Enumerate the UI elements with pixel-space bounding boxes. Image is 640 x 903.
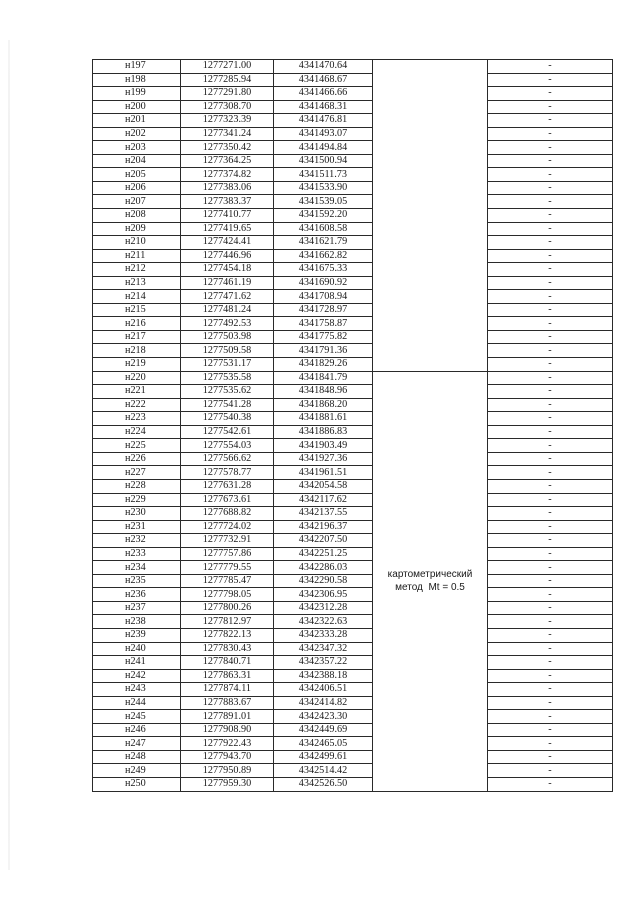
error-cell: -	[488, 750, 613, 764]
x-coordinate-cell: 1277779.55	[181, 561, 274, 575]
point-name-cell: н221	[93, 385, 181, 399]
point-name-cell: н199	[93, 87, 181, 101]
y-coordinate-cell: 4341662.82	[274, 249, 373, 263]
point-name-cell: н204	[93, 154, 181, 168]
error-cell: -	[488, 100, 613, 114]
error-cell: -	[488, 195, 613, 209]
point-name-cell: н227	[93, 466, 181, 480]
x-coordinate-cell: 1277454.18	[181, 263, 274, 277]
point-name-cell: н233	[93, 547, 181, 561]
point-name-cell: н234	[93, 561, 181, 575]
y-coordinate-cell: 4341468.67	[274, 73, 373, 87]
table-row	[93, 425, 613, 439]
point-name-cell: н218	[93, 344, 181, 358]
table-row	[93, 222, 613, 236]
x-coordinate-cell: 1277461.19	[181, 276, 274, 290]
x-coordinate-cell: 1277631.28	[181, 479, 274, 493]
y-coordinate-cell: 4341690.92	[274, 276, 373, 290]
point-name-cell: н232	[93, 534, 181, 548]
point-name-cell: н213	[93, 276, 181, 290]
error-cell: -	[488, 87, 613, 101]
y-coordinate-cell: 4341881.61	[274, 412, 373, 426]
y-coordinate-cell: 4341500.94	[274, 154, 373, 168]
point-name-cell: н244	[93, 696, 181, 710]
table-row	[93, 181, 613, 195]
x-coordinate-cell: 1277688.82	[181, 507, 274, 521]
point-name-cell: н200	[93, 100, 181, 114]
table-row	[93, 168, 613, 182]
error-cell: -	[488, 412, 613, 426]
table-row	[93, 737, 613, 751]
x-coordinate-cell: 1277922.43	[181, 737, 274, 751]
table-row	[93, 547, 613, 561]
table-row	[93, 371, 613, 385]
y-coordinate-cell: 4341533.90	[274, 181, 373, 195]
table-row	[93, 412, 613, 426]
x-coordinate-cell: 1277798.05	[181, 588, 274, 602]
x-coordinate-cell: 1277542.61	[181, 425, 274, 439]
y-coordinate-cell: 4341608.58	[274, 222, 373, 236]
point-name-cell: н216	[93, 317, 181, 331]
table-row	[93, 87, 613, 101]
y-coordinate-cell: 4342207.50	[274, 534, 373, 548]
x-coordinate-cell: 1277503.98	[181, 330, 274, 344]
y-coordinate-cell: 4341841.79	[274, 371, 373, 385]
x-coordinate-cell: 1277350.42	[181, 141, 274, 155]
point-name-cell: н205	[93, 168, 181, 182]
point-name-cell: н222	[93, 398, 181, 412]
table-row	[93, 330, 613, 344]
point-name-cell: н211	[93, 249, 181, 263]
table-row	[93, 601, 613, 615]
y-coordinate-cell: 4341848.96	[274, 385, 373, 399]
y-coordinate-cell: 4342333.28	[274, 628, 373, 642]
point-name-cell: н226	[93, 452, 181, 466]
x-coordinate-cell: 1277863.31	[181, 669, 274, 683]
y-coordinate-cell: 4341708.94	[274, 290, 373, 304]
method-cell	[373, 371, 488, 791]
table-row	[93, 493, 613, 507]
x-coordinate-cell: 1277446.96	[181, 249, 274, 263]
point-name-cell: н235	[93, 574, 181, 588]
error-cell: -	[488, 249, 613, 263]
x-coordinate-cell: 1277410.77	[181, 209, 274, 223]
x-coordinate-cell: 1277757.86	[181, 547, 274, 561]
table-row	[93, 750, 613, 764]
error-cell: -	[488, 764, 613, 778]
y-coordinate-cell: 4341961.51	[274, 466, 373, 480]
y-coordinate-cell: 4341758.87	[274, 317, 373, 331]
error-cell: -	[488, 737, 613, 751]
point-name-cell: н237	[93, 601, 181, 615]
y-coordinate-cell: 4342286.03	[274, 561, 373, 575]
y-coordinate-cell: 4342290.58	[274, 574, 373, 588]
y-coordinate-cell: 4342357.22	[274, 656, 373, 670]
x-coordinate-cell: 1277481.24	[181, 303, 274, 317]
x-coordinate-cell: 1277291.80	[181, 87, 274, 101]
point-name-cell: н249	[93, 764, 181, 778]
error-cell: -	[488, 398, 613, 412]
table-row	[93, 398, 613, 412]
point-name-cell: н220	[93, 371, 181, 385]
point-name-cell: н236	[93, 588, 181, 602]
x-coordinate-cell: 1277341.24	[181, 127, 274, 141]
error-cell: -	[488, 385, 613, 399]
point-name-cell: н212	[93, 263, 181, 277]
table-row	[93, 344, 613, 358]
scan-edge-shadow	[8, 40, 10, 870]
error-cell: -	[488, 520, 613, 534]
error-cell: -	[488, 683, 613, 697]
y-coordinate-cell: 4341927.36	[274, 452, 373, 466]
error-cell: -	[488, 276, 613, 290]
point-name-cell: н224	[93, 425, 181, 439]
point-name-cell: н214	[93, 290, 181, 304]
y-coordinate-cell: 4341493.07	[274, 127, 373, 141]
y-coordinate-cell: 4342251.25	[274, 547, 373, 561]
point-name-cell: н240	[93, 642, 181, 656]
x-coordinate-cell: 1277908.90	[181, 723, 274, 737]
table-row	[93, 100, 613, 114]
y-coordinate-cell: 4342526.50	[274, 777, 373, 791]
table-row	[93, 195, 613, 209]
error-cell: -	[488, 425, 613, 439]
table-row	[93, 290, 613, 304]
table-row	[93, 669, 613, 683]
y-coordinate-cell: 4342423.30	[274, 710, 373, 724]
error-cell: -	[488, 358, 613, 372]
error-cell: -	[488, 628, 613, 642]
x-coordinate-cell: 1277271.00	[181, 60, 274, 74]
y-coordinate-cell: 4342449.69	[274, 723, 373, 737]
x-coordinate-cell: 1277509.58	[181, 344, 274, 358]
table-row	[93, 561, 613, 575]
error-cell: -	[488, 222, 613, 236]
x-coordinate-cell: 1277308.70	[181, 100, 274, 114]
x-coordinate-cell: 1277364.25	[181, 154, 274, 168]
x-coordinate-cell: 1277554.03	[181, 439, 274, 453]
table-row	[93, 777, 613, 791]
y-coordinate-cell: 4342414.82	[274, 696, 373, 710]
y-coordinate-cell: 4342499.61	[274, 750, 373, 764]
error-cell: -	[488, 493, 613, 507]
point-name-cell: н209	[93, 222, 181, 236]
x-coordinate-cell: 1277578.77	[181, 466, 274, 480]
error-cell: -	[488, 114, 613, 128]
table-row	[93, 520, 613, 534]
y-coordinate-cell: 4341592.20	[274, 209, 373, 223]
table-row	[93, 588, 613, 602]
x-coordinate-cell: 1277785.47	[181, 574, 274, 588]
point-name-cell: н229	[93, 493, 181, 507]
y-coordinate-cell: 4341675.33	[274, 263, 373, 277]
error-cell: -	[488, 344, 613, 358]
y-coordinate-cell: 4341775.82	[274, 330, 373, 344]
y-coordinate-cell: 4341886.83	[274, 425, 373, 439]
coordinates-table-body	[93, 60, 613, 792]
x-coordinate-cell: 1277383.37	[181, 195, 274, 209]
error-cell: -	[488, 263, 613, 277]
error-cell: -	[488, 710, 613, 724]
error-cell: -	[488, 777, 613, 791]
point-name-cell: н245	[93, 710, 181, 724]
table-row	[93, 276, 613, 290]
error-cell: -	[488, 615, 613, 629]
error-cell: -	[488, 588, 613, 602]
table-row	[93, 60, 613, 74]
x-coordinate-cell: 1277535.58	[181, 371, 274, 385]
point-name-cell: н206	[93, 181, 181, 195]
x-coordinate-cell: 1277540.38	[181, 412, 274, 426]
table-row	[93, 154, 613, 168]
point-name-cell: н230	[93, 507, 181, 521]
table-row	[93, 209, 613, 223]
point-name-cell: н219	[93, 358, 181, 372]
table-row	[93, 615, 613, 629]
error-cell: -	[488, 209, 613, 223]
table-row	[93, 358, 613, 372]
x-coordinate-cell: 1277492.53	[181, 317, 274, 331]
point-name-cell: н201	[93, 114, 181, 128]
x-coordinate-cell: 1277732.91	[181, 534, 274, 548]
point-name-cell: н246	[93, 723, 181, 737]
x-coordinate-cell: 1277891.01	[181, 710, 274, 724]
y-coordinate-cell: 4341476.81	[274, 114, 373, 128]
y-coordinate-cell: 4341829.26	[274, 358, 373, 372]
point-name-cell: н208	[93, 209, 181, 223]
error-cell: -	[488, 534, 613, 548]
point-name-cell: н210	[93, 236, 181, 250]
point-name-cell: н223	[93, 412, 181, 426]
x-coordinate-cell: 1277383.06	[181, 181, 274, 195]
x-coordinate-cell: 1277840.71	[181, 656, 274, 670]
y-coordinate-cell: 4342406.51	[274, 683, 373, 697]
table-row	[93, 696, 613, 710]
point-name-cell: н207	[93, 195, 181, 209]
y-coordinate-cell: 4342388.18	[274, 669, 373, 683]
point-name-cell: н198	[93, 73, 181, 87]
error-cell: -	[488, 317, 613, 331]
x-coordinate-cell: 1277812.97	[181, 615, 274, 629]
error-cell: -	[488, 507, 613, 521]
y-coordinate-cell: 4342514.42	[274, 764, 373, 778]
table-row	[93, 249, 613, 263]
error-cell: -	[488, 669, 613, 683]
table-row	[93, 642, 613, 656]
point-name-cell: н231	[93, 520, 181, 534]
y-coordinate-cell: 4342322.63	[274, 615, 373, 629]
error-cell: -	[488, 439, 613, 453]
y-coordinate-cell: 4341728.97	[274, 303, 373, 317]
error-cell: -	[488, 561, 613, 575]
x-coordinate-cell: 1277285.94	[181, 73, 274, 87]
point-name-cell: н202	[93, 127, 181, 141]
y-coordinate-cell: 4341621.79	[274, 236, 373, 250]
x-coordinate-cell: 1277883.67	[181, 696, 274, 710]
point-name-cell: н239	[93, 628, 181, 642]
x-coordinate-cell: 1277471.62	[181, 290, 274, 304]
error-cell: -	[488, 303, 613, 317]
table-row	[93, 710, 613, 724]
x-coordinate-cell: 1277531.17	[181, 358, 274, 372]
table-row	[93, 385, 613, 399]
x-coordinate-cell: 1277424.41	[181, 236, 274, 250]
table-row	[93, 303, 613, 317]
y-coordinate-cell: 4341539.05	[274, 195, 373, 209]
error-cell: -	[488, 723, 613, 737]
method-text-line1: картометрический	[387, 569, 473, 581]
point-name-cell: н250	[93, 777, 181, 791]
y-coordinate-cell: 4342196.37	[274, 520, 373, 534]
table-row	[93, 507, 613, 521]
error-cell: -	[488, 73, 613, 87]
y-coordinate-cell: 4341868.20	[274, 398, 373, 412]
table-row	[93, 656, 613, 670]
error-cell: -	[488, 642, 613, 656]
x-coordinate-cell: 1277822.13	[181, 628, 274, 642]
x-coordinate-cell: 1277535.62	[181, 385, 274, 399]
table-row	[93, 73, 613, 87]
point-name-cell: н241	[93, 656, 181, 670]
error-cell: -	[488, 290, 613, 304]
table-row	[93, 683, 613, 697]
table-row	[93, 466, 613, 480]
table-row	[93, 479, 613, 493]
y-coordinate-cell: 4342137.55	[274, 507, 373, 521]
method-cell-empty	[373, 60, 488, 372]
error-cell: -	[488, 452, 613, 466]
point-name-cell: н243	[93, 683, 181, 697]
y-coordinate-cell: 4341903.49	[274, 439, 373, 453]
point-name-cell: н225	[93, 439, 181, 453]
table-row	[93, 439, 613, 453]
x-coordinate-cell: 1277959.30	[181, 777, 274, 791]
point-name-cell: н217	[93, 330, 181, 344]
table-row	[93, 263, 613, 277]
point-name-cell: н228	[93, 479, 181, 493]
point-name-cell: н238	[93, 615, 181, 629]
x-coordinate-cell: 1277830.43	[181, 642, 274, 656]
table-row	[93, 317, 613, 331]
y-coordinate-cell: 4341470.64	[274, 60, 373, 74]
x-coordinate-cell: 1277419.65	[181, 222, 274, 236]
y-coordinate-cell: 4341791.36	[274, 344, 373, 358]
y-coordinate-cell: 4342465.05	[274, 737, 373, 751]
table-row	[93, 452, 613, 466]
coordinates-table	[92, 59, 613, 792]
y-coordinate-cell: 4341468.31	[274, 100, 373, 114]
x-coordinate-cell: 1277323.39	[181, 114, 274, 128]
y-coordinate-cell: 4342312.28	[274, 601, 373, 615]
x-coordinate-cell: 1277374.82	[181, 168, 274, 182]
table-row	[93, 764, 613, 778]
x-coordinate-cell: 1277541.28	[181, 398, 274, 412]
point-name-cell: н203	[93, 141, 181, 155]
error-cell: -	[488, 479, 613, 493]
method-text-line2: метод Mt = 0.5	[395, 582, 465, 594]
table-row	[93, 628, 613, 642]
x-coordinate-cell: 1277724.02	[181, 520, 274, 534]
point-name-cell: н247	[93, 737, 181, 751]
y-coordinate-cell: 4342054.58	[274, 479, 373, 493]
table-row	[93, 127, 613, 141]
error-cell: -	[488, 181, 613, 195]
error-cell: -	[488, 574, 613, 588]
table-row	[93, 236, 613, 250]
error-cell: -	[488, 547, 613, 561]
y-coordinate-cell: 4342306.95	[274, 588, 373, 602]
error-cell: -	[488, 141, 613, 155]
table-row	[93, 723, 613, 737]
y-coordinate-cell: 4341466.66	[274, 87, 373, 101]
error-cell: -	[488, 330, 613, 344]
x-coordinate-cell: 1277874.11	[181, 683, 274, 697]
x-coordinate-cell: 1277943.70	[181, 750, 274, 764]
x-coordinate-cell: 1277950.89	[181, 764, 274, 778]
error-cell: -	[488, 371, 613, 385]
point-name-cell: н215	[93, 303, 181, 317]
y-coordinate-cell: 4342117.62	[274, 493, 373, 507]
error-cell: -	[488, 601, 613, 615]
error-cell: -	[488, 236, 613, 250]
table-row	[93, 534, 613, 548]
error-cell: -	[488, 154, 613, 168]
x-coordinate-cell: 1277800.26	[181, 601, 274, 615]
y-coordinate-cell: 4341511.73	[274, 168, 373, 182]
point-name-cell: н248	[93, 750, 181, 764]
error-cell: -	[488, 466, 613, 480]
table-row	[93, 114, 613, 128]
error-cell: -	[488, 696, 613, 710]
y-coordinate-cell: 4342347.32	[274, 642, 373, 656]
x-coordinate-cell: 1277566.62	[181, 452, 274, 466]
y-coordinate-cell: 4341494.84	[274, 141, 373, 155]
error-cell: -	[488, 127, 613, 141]
table-row	[93, 574, 613, 588]
error-cell: -	[488, 60, 613, 74]
error-cell: -	[488, 168, 613, 182]
point-name-cell: н242	[93, 669, 181, 683]
table-row	[93, 141, 613, 155]
error-cell: -	[488, 656, 613, 670]
x-coordinate-cell: 1277673.61	[181, 493, 274, 507]
point-name-cell: н197	[93, 60, 181, 74]
